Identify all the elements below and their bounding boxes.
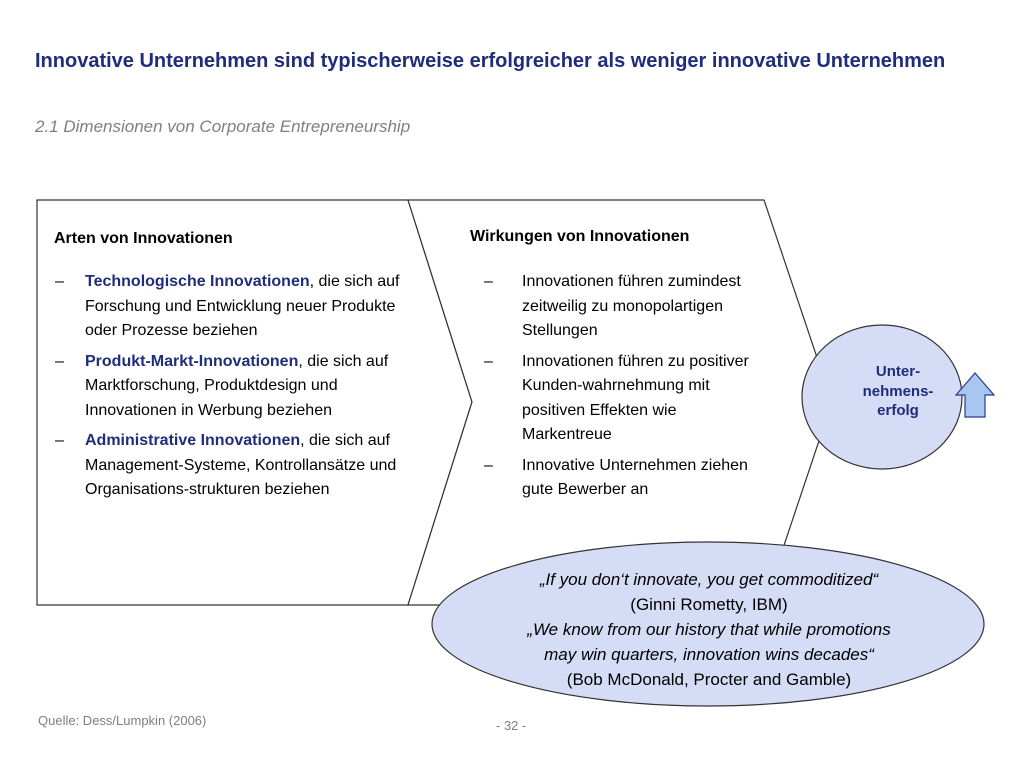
item-text: , die sich auf Marktforschung, Produktdesign und Innovationen in Werbung beziehen: [85, 352, 389, 419]
item-bold-text: Technologische Innovationen: [85, 273, 310, 290]
item-text: Innovationen führen zumindest zeitweilig zu monopolartigen Stellungen: [522, 273, 741, 339]
bullet-dash: –: [55, 352, 64, 370]
left-panel-heading: Arten von Innovationen: [54, 230, 233, 247]
list-item: [55, 429, 405, 503]
success-line-2: nehmens-: [862, 382, 934, 400]
item-bold-text: Produkt-Markt-Innovationen: [85, 352, 299, 370]
bullet-dash: –: [55, 432, 64, 449]
success-line-1: Unter-: [875, 363, 921, 380]
page-number: - 32 -: [496, 718, 527, 733]
source-note: Quelle: Dess/Lumpkin (2006): [38, 713, 207, 728]
page-subtitle: 2.1 Dimensionen von Corporate Entrepreneurship: [35, 117, 411, 136]
bullet-dash: –: [55, 273, 64, 290]
item-text: , die sich auf Management-Systeme, Kontrollansätze und Organisations-strukturen beziehen: [85, 432, 397, 498]
success-label: [838, 362, 958, 421]
item-bold-text: Administrative Innovationen: [85, 432, 301, 449]
right-panel-heading: Wirkungen von Innovationen: [470, 228, 690, 245]
list-item: [55, 350, 405, 424]
right-panel-list: [484, 270, 764, 509]
item-text: , die sich auf Forschung und Entwicklung neuer Produkte oder Prozesse beziehen: [85, 273, 400, 339]
quote-2-line-1: „We know from our history that while promotions: [527, 620, 891, 639]
list-item: [484, 454, 764, 503]
page-title: Innovative Unternehmen sind typischerweise erfolgreicher als weniger innovative Unternehmen: [35, 50, 946, 72]
left-panel-list: [55, 270, 405, 509]
quote-author-1: (Ginni Rometty, IBM): [630, 595, 788, 614]
success-line-3: erfolg: [877, 402, 919, 419]
list-item: [484, 350, 764, 448]
bullet-dash: –: [484, 273, 493, 290]
quote-2-line-2: may win quarters, innovation wins decades“: [544, 645, 874, 664]
quote-text-block: [446, 567, 972, 692]
up-arrow-icon: [956, 373, 994, 417]
bullet-dash: –: [484, 352, 493, 370]
item-text: Innovationen führen zu positiver Kunden-wahrnehmung mit positiven Effekten wie Markentreue: [522, 352, 749, 443]
list-item: [55, 270, 405, 344]
bullet-dash: –: [484, 456, 493, 474]
quote-1: „If you don‘t innovate, you get commoditized“: [539, 570, 879, 589]
quote-author-2: (Bob McDonald, Procter and Gamble): [566, 670, 852, 689]
list-item: [484, 270, 764, 344]
item-text: Innovative Unternehmen ziehen gute Bewerber an: [522, 456, 748, 498]
